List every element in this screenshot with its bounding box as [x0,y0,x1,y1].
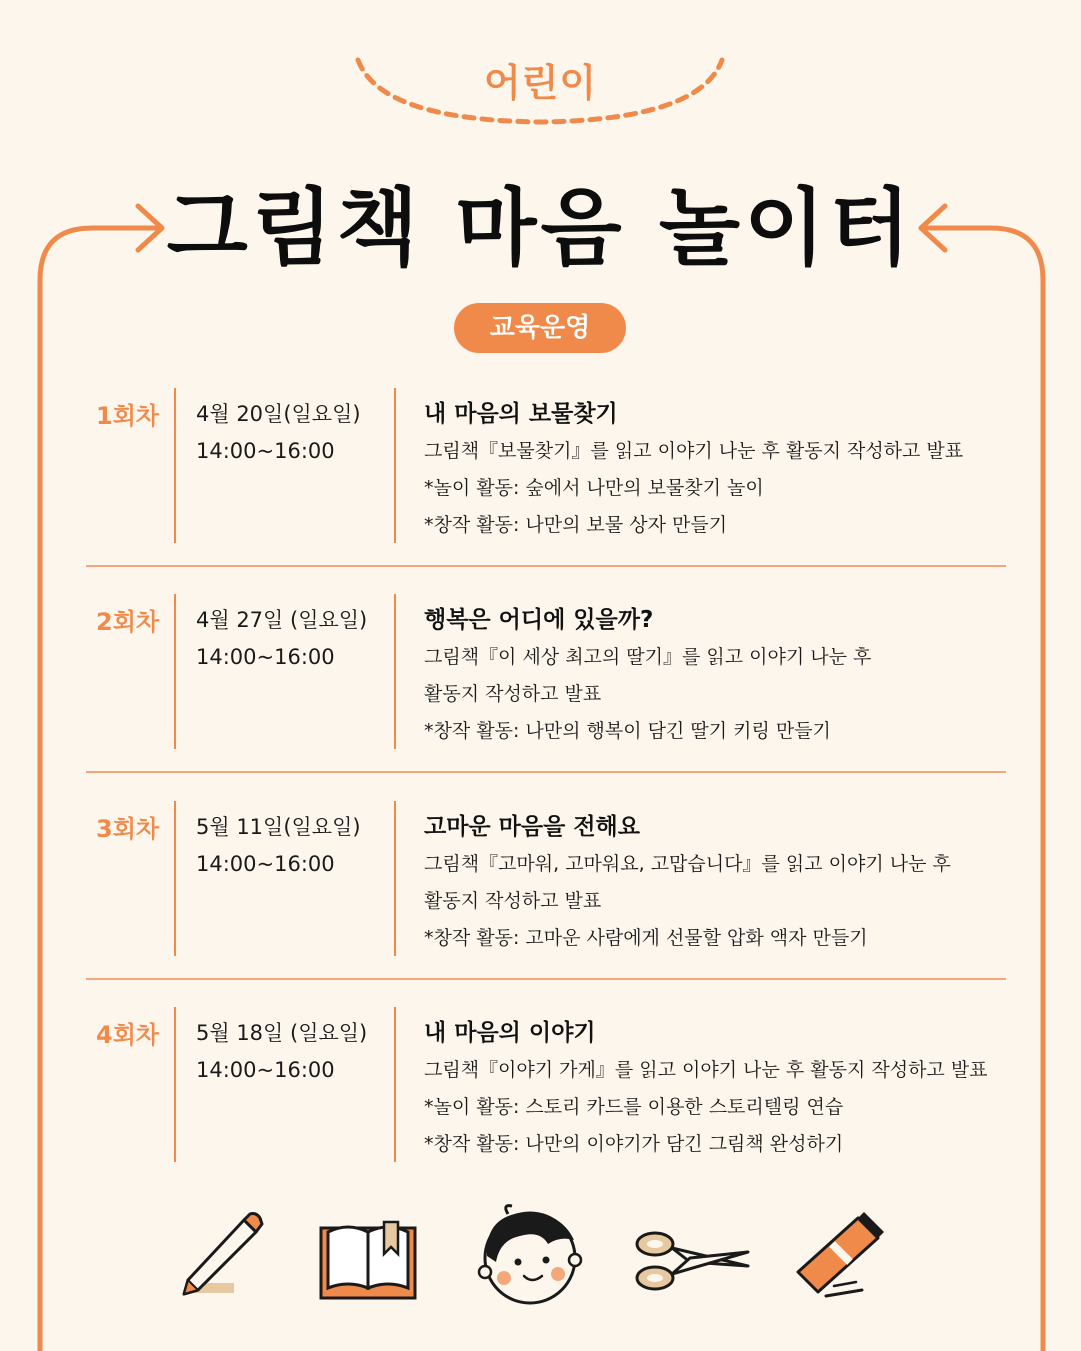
session-line: 활동지 작성하고 발표 [424,890,602,912]
session-date: 5월 11일(일요일) [196,815,361,839]
session-number: 1회차 [96,402,160,430]
session-line: 활동지 작성하고 발표 [424,683,602,705]
scissors-icon [637,1233,748,1289]
session-number: 2회차 [96,608,160,636]
session-line: 그림책『보물찾기』를 읽고 이야기 나눈 후 활동지 작성하고 발표 [424,440,964,462]
pencil-icon [184,1214,262,1295]
session-date: 4월 20일(일요일) [196,402,361,426]
page-title: 그림책 마음 놀이터 [166,179,915,277]
child-face-icon [479,1206,581,1303]
audience-label: 어린이 [483,61,598,105]
session-line: *창작 활동: 나만의 이야기가 담긴 그림책 완성하기 [424,1133,844,1155]
session-time: 14:00~16:00 [196,439,335,463]
session-line: *창작 활동: 나만의 보물 상자 만들기 [424,514,728,536]
session-title: 내 마음의 이야기 [424,1020,596,1046]
book-icon [321,1222,415,1298]
section-badge: 교육운영 [454,303,626,353]
session-number: 3회차 [96,815,160,843]
session-line: *놀이 활동: 숲에서 나만의 보물찾기 놀이 [424,477,764,499]
session-date: 5월 18일 (일요일) [196,1021,368,1045]
session-time: 14:00~16:00 [196,852,335,876]
session-line: *창작 활동: 고마운 사람에게 선물할 압화 액자 만들기 [424,927,868,949]
session-time: 14:00~16:00 [196,1058,335,1082]
session-date: 4월 27일 (일요일) [196,608,368,632]
session-number: 4회차 [96,1021,160,1049]
session-line: *창작 활동: 나만의 행복이 담긴 딸기 키링 만들기 [424,720,831,742]
session-line: 그림책『이야기 가게』를 읽고 이야기 나눈 후 활동지 작성하고 발표 [424,1059,988,1081]
session-title: 내 마음의 보물찾기 [424,401,618,427]
session-time: 14:00~16:00 [196,645,335,669]
session-line: *놀이 활동: 스토리 카드를 이용한 스토리텔링 연습 [424,1096,844,1118]
session-title: 고마운 마음을 전해요 [424,814,640,840]
eraser-icon [798,1212,884,1296]
session-line: 그림책『이 세상 최고의 딸기』를 읽고 이야기 나눈 후 [424,646,872,668]
session-title: 행복은 어디에 있을까? [424,607,654,633]
session-line: 그림책『고마워, 고마워요, 고맙습니다』를 읽고 이야기 나눈 후 [424,853,951,875]
